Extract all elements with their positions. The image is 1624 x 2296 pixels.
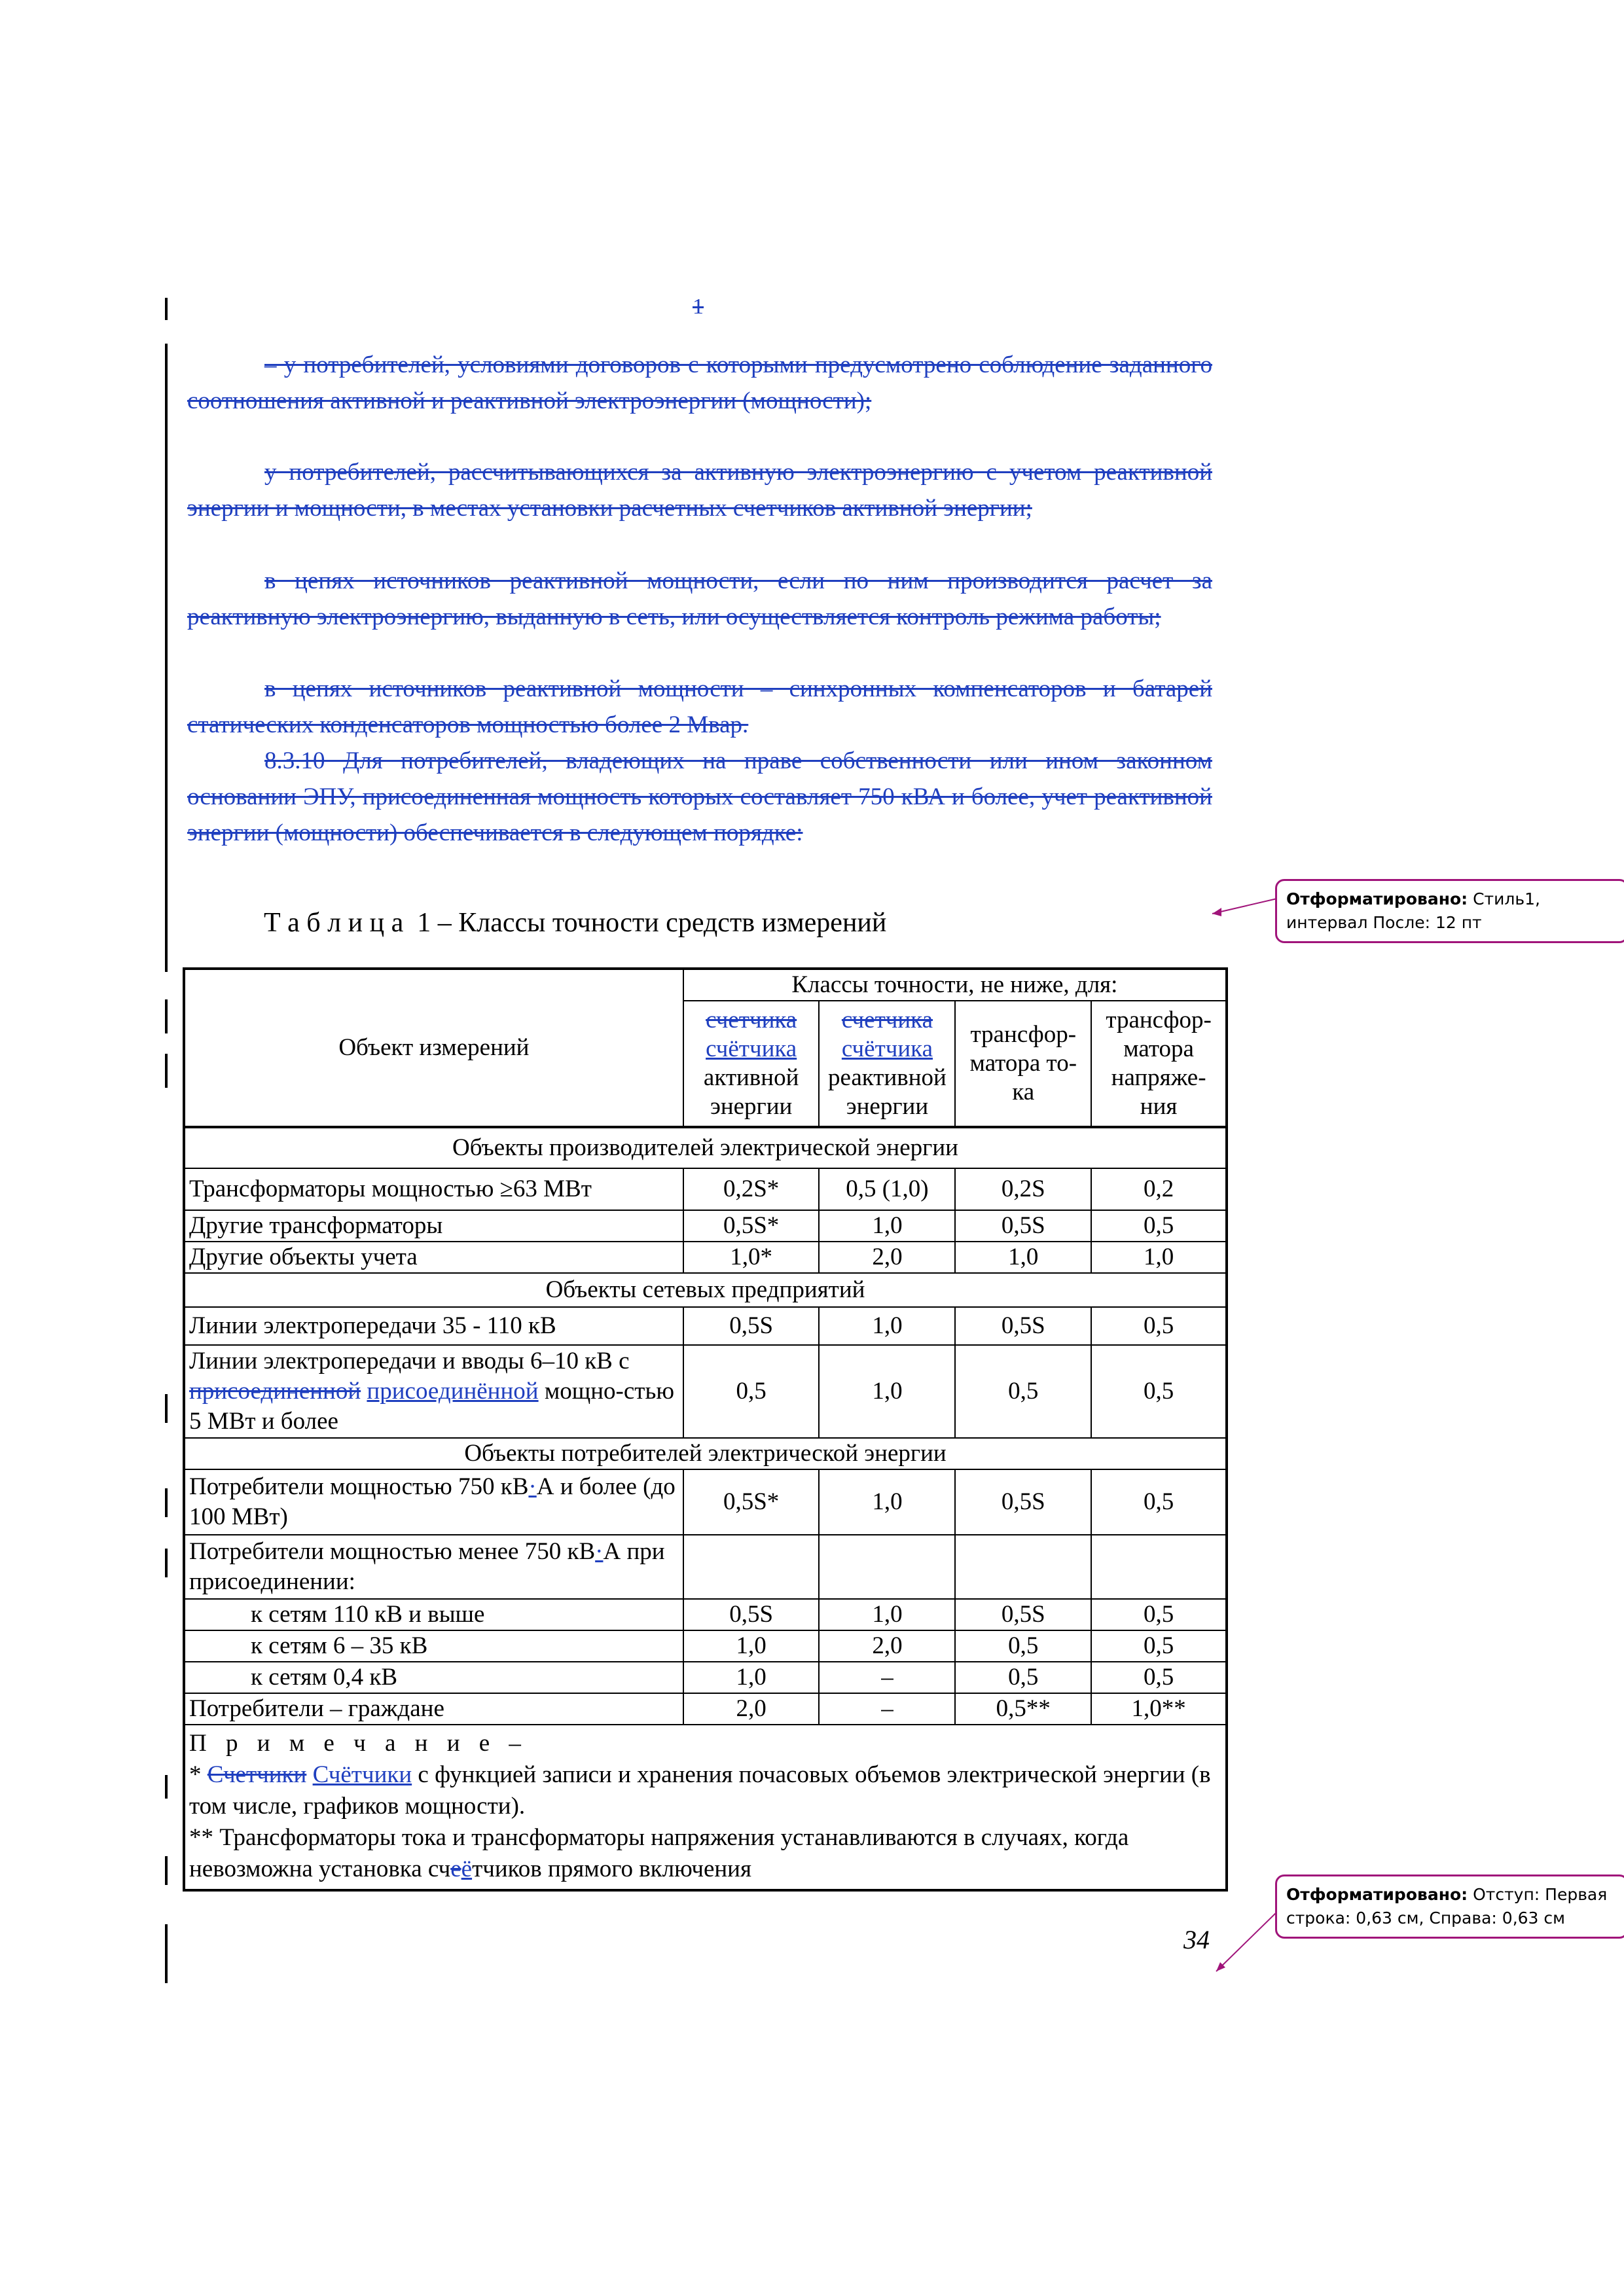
change-bar	[165, 1856, 168, 1885]
change-bar	[165, 1775, 168, 1799]
table-row	[184, 1242, 1227, 1273]
row-name: Потребители – граждане	[184, 1693, 683, 1725]
header-reactive-rest: реактивной энергии	[828, 1064, 947, 1120]
row-name: Линии электропередачи 35 - 110 кВ	[184, 1307, 683, 1345]
comment-balloon-2[interactable]	[1275, 1874, 1624, 1939]
table-row	[184, 1662, 1227, 1693]
row-value: –	[819, 1693, 955, 1725]
deleted-paragraph-text: 8.3.10 Для потребителей, владеющих на праве собственности или ином законном основании ЭПУ, присоединенная мощность которых составляет 750 кВА и более, учет реактивной энергии (мощности) обеспечивается в следующем порядке:	[187, 747, 1212, 846]
deleted-page-mark: 1	[693, 295, 704, 319]
row-value: 0,5S	[955, 1469, 1091, 1535]
table-row	[184, 1307, 1227, 1345]
change-bar	[165, 1549, 168, 1577]
row-value: 0,5	[1091, 1599, 1227, 1630]
table-row	[184, 1210, 1227, 1242]
row-value: 0,5 (1,0)	[819, 1168, 955, 1210]
row-value: 0,5	[955, 1630, 1091, 1662]
comment-balloon-1[interactable]	[1275, 879, 1624, 943]
table-row	[184, 1693, 1227, 1725]
header-deleted-word: счетчика	[841, 1007, 933, 1033]
section-row	[184, 1273, 1227, 1307]
comment-connector-2	[1216, 1911, 1278, 1971]
row-value: 1,0	[955, 1242, 1091, 1273]
header-object: Объект измерений	[184, 969, 683, 1127]
row-name-part: А и более (до 100 МВт)	[189, 1473, 676, 1530]
row-name-deleted: присоединенной	[189, 1378, 361, 1405]
note-star: *	[189, 1761, 202, 1788]
row-value: 1,0*	[683, 1242, 820, 1273]
row-value: 0,5S	[683, 1307, 820, 1345]
change-bar	[165, 1488, 168, 1517]
row-value: 0,5	[1091, 1307, 1227, 1345]
deleted-paragraph-text: в цепях источников реактивной мощности, если по ним производится расчет за реактивную электроэнергию, выданную в сеть, или осуществляется контроль режима работы;	[187, 567, 1212, 630]
header-inserted-word: счётчика	[706, 1035, 797, 1062]
row-value: 0,5S*	[683, 1210, 820, 1242]
row-name-inserted: ·	[595, 1538, 604, 1565]
row-name-part: Потребители мощностью 750 кВ	[189, 1473, 529, 1500]
row-value: 0,5	[1091, 1469, 1227, 1535]
row-name-inserted: присоединённой	[367, 1378, 539, 1405]
note-line-1-rest: с функцией записи и хранения почасовых объемов электрической энергии (в том числе, графиков мощности).	[189, 1761, 1211, 1820]
row-value: 0,5	[1091, 1345, 1227, 1438]
row-name	[184, 1345, 683, 1438]
note-inserted-letter: ё	[461, 1856, 473, 1882]
row-value: 1,0	[1091, 1242, 1227, 1273]
deleted-paragraph-text: у потребителей, рассчитывающихся за активную электроэнергию с учетом реактивной энергии и мощности, в местах установки расчетных счетчиков активной энергии;	[187, 459, 1212, 522]
table-row	[184, 1535, 1227, 1599]
note-inserted-word: Счётчики	[312, 1761, 412, 1788]
row-name: Трансформаторы мощностью ≥63 МВт	[184, 1168, 683, 1210]
row-value: 1,0	[683, 1630, 820, 1662]
section-consumers: Объекты потребителей электрической энергии	[184, 1438, 1227, 1469]
row-name	[184, 1535, 683, 1599]
comment-label: Отформатировано:	[1286, 889, 1468, 908]
table-row	[184, 1630, 1227, 1662]
note-deleted-letter: е	[450, 1856, 461, 1882]
header-inserted-word: счётчика	[841, 1035, 933, 1062]
accuracy-classes-table	[183, 967, 1228, 1892]
row-name: к сетям 0,4 кВ	[184, 1662, 683, 1693]
change-bar	[165, 1054, 168, 1088]
row-value: 0,5S	[683, 1599, 820, 1630]
page-number: 34	[1183, 1925, 1210, 1954]
row-value: 0,2	[1091, 1168, 1227, 1210]
row-value: 0,5	[1091, 1662, 1227, 1693]
row-value: 1,0	[819, 1210, 955, 1242]
table-caption	[264, 907, 886, 939]
table-caption-label: Т а б л и ц а	[264, 908, 404, 938]
row-value: 1,0	[819, 1307, 955, 1345]
row-value: 0,5	[683, 1345, 820, 1438]
row-value: 0,5	[1091, 1630, 1227, 1662]
row-value: 2,0	[683, 1693, 820, 1725]
row-value: 0,5S*	[683, 1469, 820, 1535]
note-line-2-part: тчиков прямого включения	[472, 1856, 751, 1882]
row-value: 1,0	[819, 1469, 955, 1535]
row-name: к сетям 110 кВ и выше	[184, 1599, 683, 1630]
row-name-part: мощно-стью 5 МВт и более	[189, 1378, 674, 1435]
row-value: 2,0	[819, 1242, 955, 1273]
row-value: 0,2S	[955, 1168, 1091, 1210]
section-row	[184, 1127, 1227, 1168]
table-row	[184, 1168, 1227, 1210]
deleted-paragraph-1	[187, 347, 1212, 419]
change-bar	[165, 1394, 168, 1423]
row-value-empty	[955, 1535, 1091, 1599]
header-voltage-transformer: трансфор-матора напряже-ния	[1091, 1001, 1227, 1127]
note-line-2-part: ** Трансформаторы тока и трансформаторы напряжения устанавливаются в случаях, когда невозможна установка сч	[189, 1824, 1129, 1882]
row-name-part: Потребители мощностью менее 750 кВ	[189, 1538, 596, 1565]
table-row	[184, 1345, 1227, 1438]
header-reactive-meter	[819, 1001, 955, 1127]
row-value-empty	[1091, 1535, 1227, 1599]
comment-text: Стиль1, интервал После: 12 пт	[1286, 889, 1540, 932]
section-network: Объекты сетевых предприятий	[184, 1273, 1227, 1307]
row-value: 2,0	[819, 1630, 955, 1662]
row-value: 1,0	[819, 1599, 955, 1630]
section-producers: Объекты производителей электрической энергии	[184, 1127, 1227, 1168]
comment-arrow-1	[1212, 908, 1221, 916]
table-note-row	[184, 1725, 1227, 1890]
change-bar	[165, 298, 168, 320]
comment-arrow-2	[1216, 1962, 1225, 1971]
header-current-transformer: трансфор-матора то-ка	[955, 1001, 1091, 1127]
deleted-paragraph-text: в цепях источников реактивной мощности – синхронных компенсаторов и батарей статических конденсаторов мощностью более 2 Мвар.	[187, 675, 1212, 738]
row-name: Другие трансформаторы	[184, 1210, 683, 1242]
table-row	[184, 1469, 1227, 1535]
header-classes: Классы точности, не ниже, для:	[683, 969, 1227, 1001]
table-row	[184, 1599, 1227, 1630]
note-title: П р и м е ч а н и е –	[189, 1730, 528, 1757]
deleted-paragraph-5	[187, 743, 1212, 851]
deleted-paragraph-2	[187, 454, 1212, 526]
comment-label: Отформатировано:	[1286, 1885, 1468, 1904]
row-value: 1,0	[819, 1345, 955, 1438]
row-value: 1,0**	[1091, 1693, 1227, 1725]
header-active-rest: активной энергии	[703, 1064, 799, 1120]
change-bar	[165, 999, 168, 1033]
row-value: 0,5**	[955, 1693, 1091, 1725]
change-bar	[165, 1924, 168, 1983]
comment-text: Отступ: Первая строка: 0,63 см, Справа: 0,63 см	[1286, 1885, 1608, 1928]
note-line-1	[189, 1759, 1221, 1822]
row-name: Другие объекты учета	[184, 1242, 683, 1273]
row-value: 0,5	[955, 1345, 1091, 1438]
comment-connector-1	[1212, 898, 1280, 914]
deleted-paragraph-3	[187, 563, 1212, 635]
note-line-2	[189, 1822, 1221, 1885]
table-header-row	[184, 969, 1227, 1001]
row-name-part: Линии электропередачи и вводы 6–10 кВ с	[189, 1348, 630, 1374]
change-bar	[165, 344, 168, 972]
row-value: 0,5S	[955, 1307, 1091, 1345]
row-value: 0,5	[955, 1662, 1091, 1693]
header-active-meter	[683, 1001, 820, 1127]
note-deleted-word: Счетчики	[207, 1761, 307, 1788]
row-value: 1,0	[683, 1662, 820, 1693]
section-row	[184, 1438, 1227, 1469]
row-value: 0,2S*	[683, 1168, 820, 1210]
row-name-part: А при присоединении:	[189, 1538, 665, 1595]
row-value: –	[819, 1662, 955, 1693]
row-value-empty	[683, 1535, 820, 1599]
row-name: к сетям 6 – 35 кВ	[184, 1630, 683, 1662]
row-name-inserted: ·	[528, 1473, 537, 1500]
row-value-empty	[819, 1535, 955, 1599]
row-value: 0,5S	[955, 1210, 1091, 1242]
deleted-paragraph-text: – у потребителей, условиями договоров с которыми предусмотрено соблюдение заданного соотношения активной и реактивной электроэнергии (мощности);	[187, 351, 1212, 414]
row-value: 0,5	[1091, 1210, 1227, 1242]
header-deleted-word: счетчика	[706, 1007, 797, 1033]
row-value: 0,5S	[955, 1599, 1091, 1630]
table-caption-text: 1 – Классы точности средств измерений	[417, 908, 887, 938]
deleted-paragraph-4	[187, 671, 1212, 743]
row-name	[184, 1469, 683, 1535]
table-note	[184, 1725, 1227, 1890]
